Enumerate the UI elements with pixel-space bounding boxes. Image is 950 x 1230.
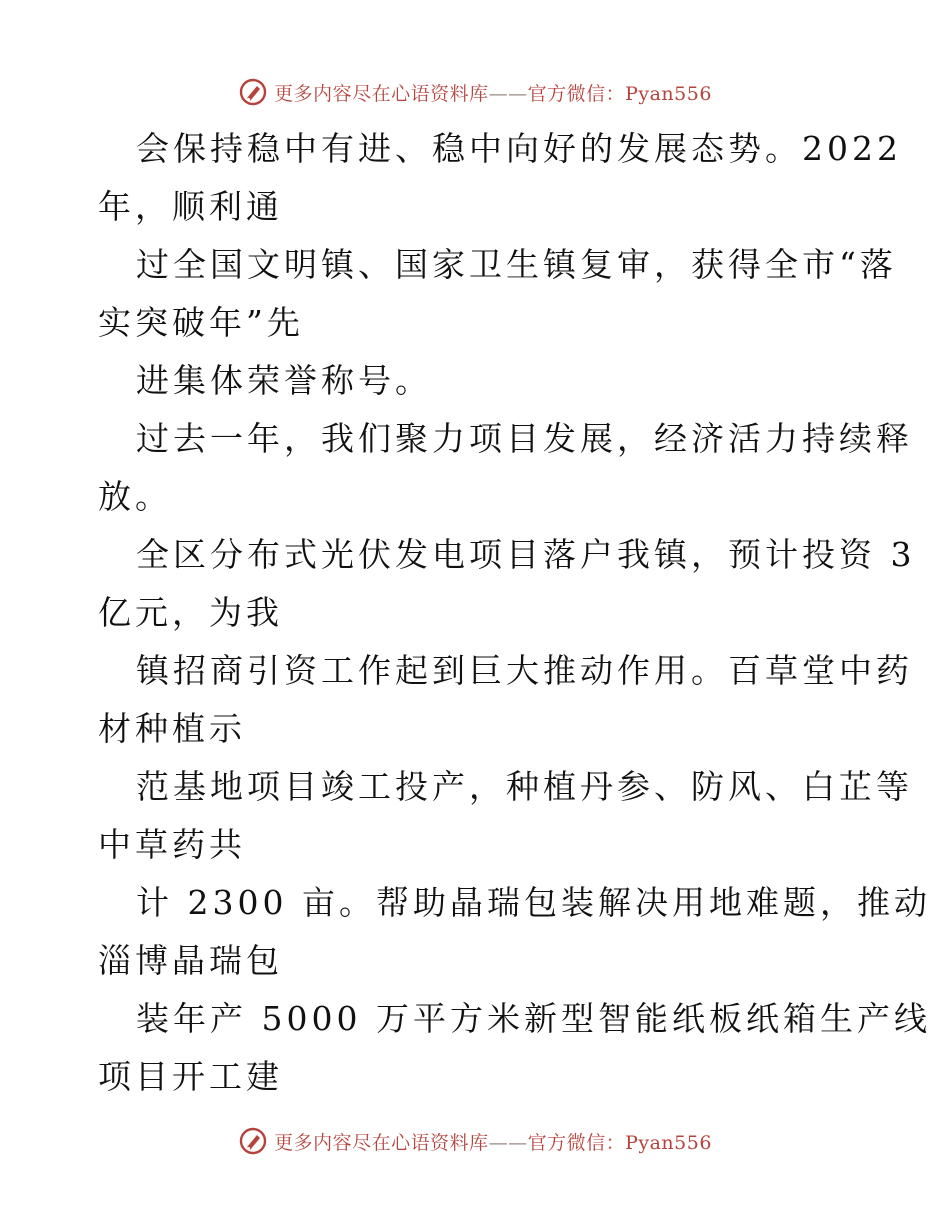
footer-brand: 更多内容尽在心语资料库 [274, 1131, 489, 1154]
body-line: 装年产 5000 万平方米新型智能纸板纸箱生产线 [136, 999, 931, 1038]
footer-separator: —— [488, 1131, 528, 1154]
body-line: 过全国文明镇、国家卫生镇复审，获得全市“落 [136, 245, 897, 284]
document-body [98, 120, 931, 1106]
pen-nib-logo-icon [238, 1126, 268, 1156]
header-wechat: 官方微信：Pyan556 [527, 82, 712, 105]
body-line: 实突破年”先 [98, 303, 304, 342]
body-line: 进集体荣誉称号。 [136, 361, 432, 400]
body-line: 镇招商引资工作起到巨大推动作用。百草堂中药 [136, 651, 913, 690]
header-watermark [0, 72, 950, 112]
body-line: 淄博晶瑞包 [98, 941, 283, 980]
body-line: 年，顺利通 [98, 187, 283, 226]
header-watermark-text [274, 79, 712, 106]
body-line: 会保持稳中有进、稳中向好的发展态势。2022 [136, 129, 902, 168]
pen-nib-logo-icon [238, 77, 268, 107]
body-line: 范基地项目竣工投产，种植丹参、防风、白芷等 [136, 767, 913, 806]
body-line: 中草药共 [98, 825, 246, 864]
footer-wechat: 官方微信：Pyan556 [527, 1131, 712, 1154]
body-line: 全区分布式光伏发电项目落户我镇，预计投资 3 [136, 535, 916, 574]
body-line: 亿元，为我 [98, 593, 283, 632]
header-brand: 更多内容尽在心语资料库 [274, 82, 489, 105]
footer-watermark-text [274, 1128, 712, 1155]
body-line: 项目开工建 [98, 1057, 283, 1096]
body-line: 材种植示 [98, 709, 246, 748]
footer-watermark [0, 1121, 950, 1161]
header-separator: —— [488, 82, 528, 105]
body-line: 放。 [98, 477, 172, 516]
body-line: 过去一年，我们聚力项目发展，经济活力持续释 [136, 419, 913, 458]
body-line: 计 2300 亩。帮助晶瑞包装解决用地难题，推动 [136, 883, 931, 922]
